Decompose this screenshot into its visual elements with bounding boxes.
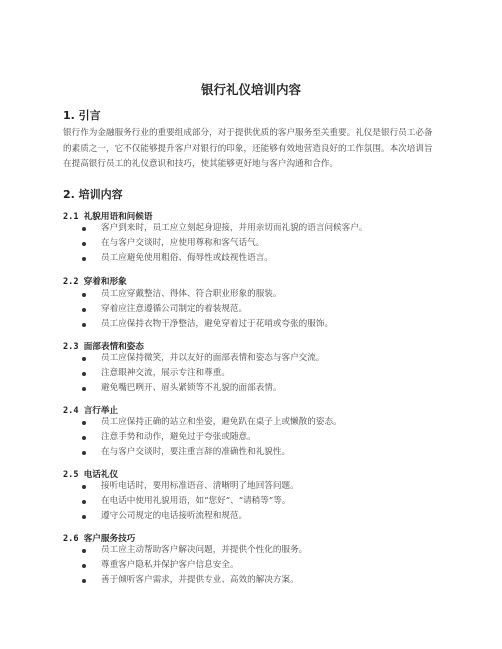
bullet-icon: [82, 308, 86, 312]
section-list: [63, 415, 443, 461]
content-heading: 2. 培训内容: [63, 188, 123, 201]
list-item: 在与客户交谈时，应使用尊称和客气话气。: [63, 236, 443, 251]
list-item: 员工应保持微笑，并以友好的面部表情和姿态与客户交流。: [63, 351, 443, 366]
bullet-icon: [82, 387, 86, 391]
list-item: 尊重客户隐私并保护客户信息安全。: [63, 558, 443, 573]
section-title: 2.4 言行举止: [63, 406, 119, 416]
bullet-icon: [82, 372, 86, 376]
bullet-icon: [82, 579, 86, 583]
section-list: [63, 221, 443, 267]
list-item: 善于倾听客户需求，并提供专业、高效的解决方案。: [63, 573, 443, 588]
bullet-icon: [82, 500, 86, 504]
intro-paragraph: 银行作为金融服务行业的重要组成部分，对于提供优质的客户服务至关重要。礼仪是银行员工必备的素质之一，它不仅能够提升客户对银行的印象，还能够有效地营造良好的工作氛围。本次培训旨在提高银行员工的礼仪意识和技巧，使其能够更好地与客户沟通和合作。: [63, 128, 433, 169]
bullet-icon: [82, 227, 86, 231]
section-list: [63, 287, 443, 333]
list-item: 在与客户交谈时，要注重言辞的准确性和礼貌性。: [63, 445, 443, 460]
section-title: 2.6 客户服务技巧: [63, 534, 136, 544]
section-title: 2.1 礼貌用语和问候语: [63, 212, 153, 222]
bullet-icon: [82, 485, 86, 489]
bullet-icon: [82, 293, 86, 297]
bullet-icon: [82, 515, 86, 519]
list-item: 员工应主动帮助客户解决问题，并提供个性化的服务。: [63, 543, 443, 558]
section-list: [63, 351, 443, 397]
bullet-icon: [82, 549, 86, 553]
bullet-icon: [82, 436, 86, 440]
bullet-icon: [82, 242, 86, 246]
list-item: 员工应穿戴整洁、得体、符合职业形象的服装。: [63, 287, 443, 302]
list-item: 穿着应注意遵循公司制定的着装规范。: [63, 302, 443, 317]
bullet-icon: [82, 564, 86, 568]
list-item: 注意眼神交流，展示专注和尊重。: [63, 366, 443, 381]
list-item: 员工应避免使用粗俗、侮辱性或歧视性语言。: [63, 251, 443, 266]
intro-heading: 1. 引言: [63, 109, 101, 122]
list-item: 员工应保持衣物干净整洁，避免穿着过于花哨或夸张的服饰。: [63, 317, 443, 332]
list-item: 接听电话时，要用标准语音、清晰明了地回答问题。: [63, 479, 443, 494]
bullet-icon: [82, 257, 86, 261]
bullet-icon: [82, 421, 86, 425]
list-item: 注意手势和动作，避免过于夸张或随意。: [63, 430, 443, 445]
bullet-icon: [82, 323, 86, 327]
list-item: 在电话中使用礼貌用语，如“您好”、“请稍等”等。: [63, 494, 443, 509]
list-item: 避免嘴巴咧开、眉头紧锁等不礼貌的面部表情。: [63, 381, 443, 396]
document-title: 银行礼仪培训内容: [200, 82, 301, 97]
list-item: 客户到来时，员工应立刻起身迎接，并用亲切而礼貌的语言问候客户。: [63, 221, 443, 236]
section-title: 2.5 电话礼仪: [63, 470, 119, 480]
section-list: [63, 543, 443, 589]
section-title: 2.2 穿着和形象: [63, 277, 127, 287]
section-title: 2.3 面部表情和姿态: [63, 342, 144, 352]
section-list: [63, 479, 443, 525]
list-item: 员工应保持正确的站立和坐姿，避免趴在桌子上或懒散的姿态。: [63, 415, 443, 430]
bullet-icon: [82, 357, 86, 361]
list-item: 遵守公司规定的电话接听流程和规范。: [63, 509, 443, 524]
bullet-icon: [82, 451, 86, 455]
